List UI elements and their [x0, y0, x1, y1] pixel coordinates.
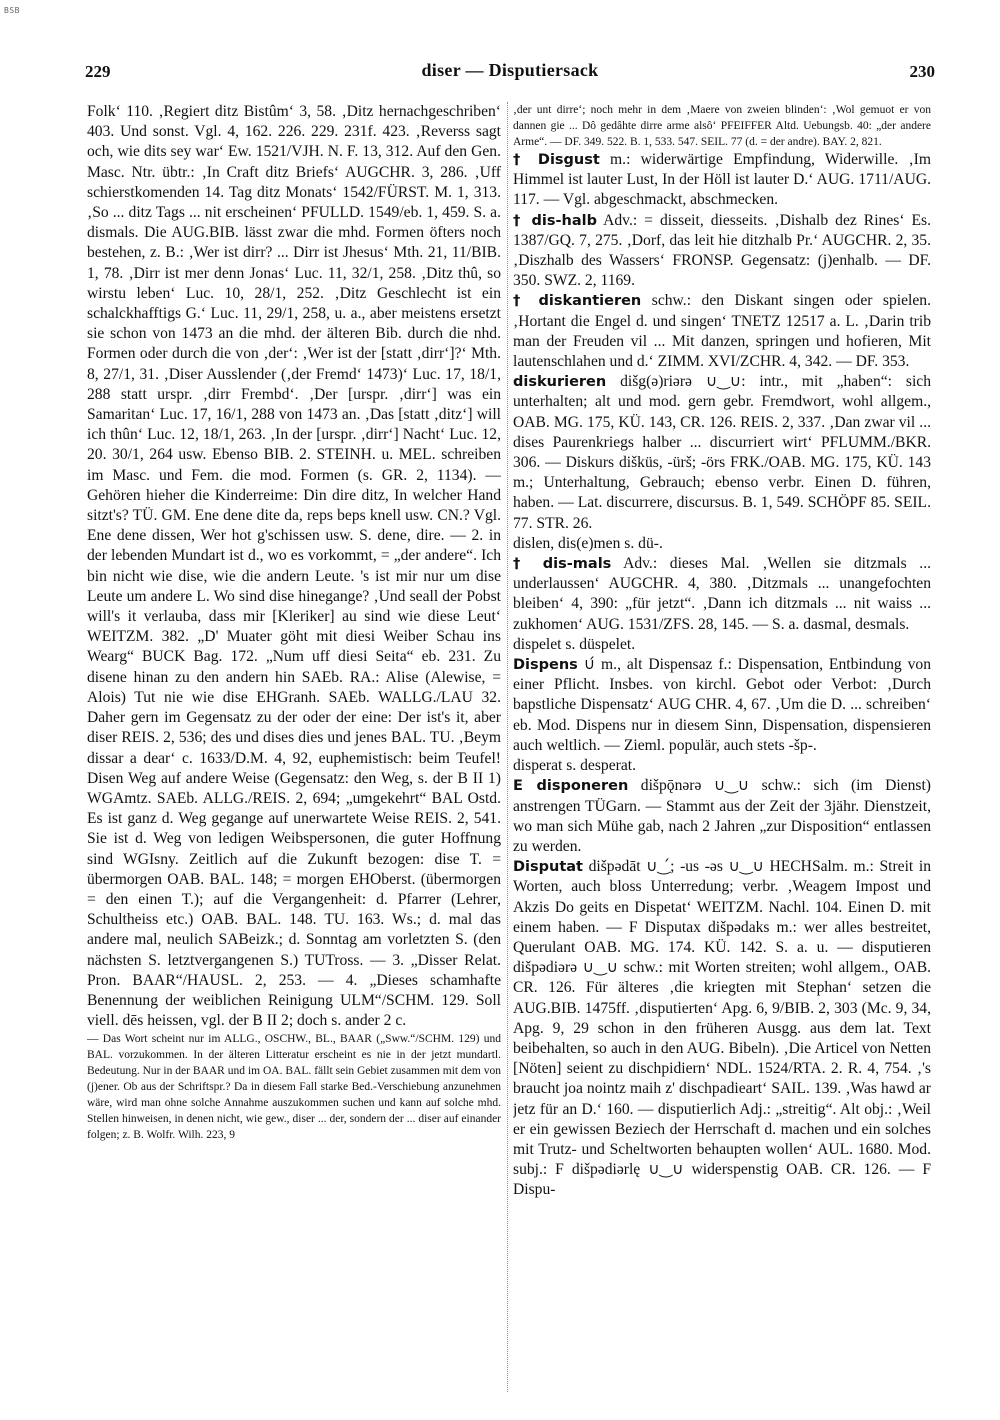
dictionary-entry	[513, 291, 931, 372]
column-divider	[507, 102, 508, 1392]
dictionary-entry	[513, 635, 931, 655]
dictionary-entry	[513, 211, 931, 292]
library-watermark: BSB	[4, 6, 20, 15]
entry-text: dišpədāt ∪‿́; -us -əs ∪‿∪ HECHSalm. m.: Streit in Worten, auch bloss Unterredung; verbr. ‚Weagem Impost und Akzis Do geits en Dispetat‘ WEITZM. Nachl. 104. Einen D. mit einem haben. — F Disputax dišpədaks m.: wer alles bestreitet, Querulant OAB. MG. 174. KÜ. 142. S. a. u. — disputieren dišpədiərə ∪‿∪ schw.: mit Worten streiten; wohl allgem., OAB. CR. 126. Für älteres ‚die kriegten mit Stephan‘ setzen die AUG.BIB. 1475ff. ‚disputierten‘ Apg. 6, 9/BIB. 2, 303 (Mc. 9, 34, Apg. 9, 29 schon in den früheren Ausgg. aus dem lat. Text beibehalten, so auch in den AUG. Bibeln). ‚Die Articel von Netten [Nöten] seient zu dischpidiern‘ NDL. 1524/RTA. 2. R. 4, 754. ‚'s braucht joa nointz maih z' dischpadieart‘ SAIL. 139. ‚Was hawd ar jetz für an D.‘ 160. — disputierlich Adj.: „streitig“. Alt obj.: ‚Weil er ein gewissen Beziech der Herrschaft d. machen und ein solches mit Trutz- und Scheltworten behaupten wollen‘ AUL. 1680. Mod. subj.: F dišpədiərlę ∪‿∪ widerspenstig OAB. CR. 126. — F Dispu-	[513, 858, 931, 1199]
dictionary-entry	[513, 150, 931, 211]
entry-headword: † Disgust	[513, 152, 600, 168]
entry-headword: † dis-halb	[513, 212, 597, 229]
entry-text: Adv.: dieses Mal. ‚Wellen sie ditzmals ... underlaussen‘ AUGCHR. 4, 380. ‚Ditzmals ... unangefochten bleiben‘ 4, 390: „für jetzt“. ‚Dann ich ditzmals ... nit waiss ... zukhomen‘ AUG. 1531/ZFS. 28, 145. — S. a. dasmal, desmals.	[513, 555, 931, 633]
column-footnote-text: — Das Wort scheint nur im ALLG., OSCHW., BL., BAAR („Sww.“/SCHM. 129) und BAL. vorzukommen. In der älteren Litteratur erscheint es nie in der jetzt mundartl. Bedeutung. Nur in der BAAR und im OA. BAL. fällt sein Gebiet zusammen mit dem von (j)ener. Ob aus der Schriftspr.? Da in diesem Fall starke Bed.-Verschiebung anzunehmen wäre, wird man ohne solche Annahme auszukommen suchen und kann auf solche mhd. Stellen hinweisen, in denen nicht, wie gew., diser ... der, sondern der ... diser auf einander folgen; z. B. Wolfr. Wilh. 223, 9	[87, 1033, 501, 1142]
entry-text: disperat s. desperat.	[513, 757, 636, 775]
entry-text: m.: widerwärtige Empfindung, Widerwille. ‚Im Himmel ist lauter Lust, In der Höll ist lauter D.‘ AUG. 1711/AUG. 117. — Vgl. abgeschmackt, abschmecken.	[513, 151, 931, 209]
column-text: Folk‘ 110. ‚Regiert ditz Bistûm‘ 3, 58. ‚Ditz hernachgeschriben‘ 403. Und sonst. Vgl. 4, 162. 226. 229. 231f. 423. ‚Reverss sagt och, wie dits sey war‘ Ew. 1521/VJH. N. F. 13, 312. Auf den Gen. Masc. Ntr. übtr.: ‚In Craft ditz Briefs‘ AUGCHR. 3, 286. ‚Uff schierstkomenden 14. Tag ditz Monats‘ 1542/FÜRST. M. 1, 313. ‚So ... ditz Tags ... nit erscheinen‘ PFULLD. 1549/eb. 1, 459. S. a. dismals. Die AUG.BIB. lässt zwar die mhd. Formen öfters noch bestehen, z. B.: ‚Wer ist dirr? ... Dirr ist Jhesus‘ Mth. 21, 11/BIB. 1, 78. ‚Dirr ist mer denn Jonas‘ Luc. 11, 32/1, 258. ‚Ditz thû, so wirstu leben‘ Luc. 10, 28/1, 252. ‚Ditz Geschlecht ist ein schalckhafftigs G.‘ Luc. 11, 29/1, 258, u. a., aber meistens ersetzt sie schon von 1473 an die mhd. der älteren Bib. durch die nhd. Formen oder durch die von ‚der‘: ‚Wer ist der [statt ‚dirr‘]?‘ Mth. 8, 27/1, 31. ‚Diser Ausslender (‚der Fremd‘ 1473)‘ Luc. 17, 18/1, 288 statt urspr. ‚dirr Frembd‘. ‚Der [urspr. ‚dirr‘] was ein Samaritan‘ Luc. 17, 16/1, 288 von 1473 an. ‚Das [statt ‚ditz‘] will ich thûn‘ Luc. 12, 18/1, 263. ‚In der [urspr. ‚dirr‘] Nacht‘ Luc. 12, 20. 30/1, 264 usw. Ebenso BIB. 2. STEINH. u. MEL. schreiben im Masc. und Fem. die mod. Formen (s. GR. 2, 1134). — Gehören hieher die Kinderreime: Din dire ditz, In welcher Hand sitzt's? TÜ. GM. Ene dene dite da, reps beps knell usw. CN.? Vgl. Ene dene dissen, Wer hot g'schissen usw. S. dene, dire. — 2. in der lebenden Mundart ist d., wo es vorkommt, = „der andere“. Ich bin nicht wie dise, wie die andern Leute. 's ist mir nur um dise Leute um andere L. Wo sind dise hinegange? ‚Und seall der Pobst will's it verlauba, dass mir [Kleriker] au sind wie diese Leut‘ WEITZM. 382. „D' Muater göht mit diesi Weiber Schau ins Wearg“ BUCK Bag. 172. „Num uff diesi Seita“ eb. 231. Zu disene hinan zu den andern hin SAEb. RA.: Alise (Alewise, = Alois) Tut nie wie dise EHGranh. SAEb. WALLG./LAU 32. Daher gern im Gegensatz zu der oder der eine: Der ist's it, aber diser REIS. 2, 536; des und dises dies und jenes BAL. TU. ‚Beym dissar a dear‘ c. 1633/D.M. 4, 92, euphemistisch: beim Teufel! Disen Weg auf andere Weise (Gegensatz: den Weg, s. der B II 1) WGAmtz. SAEb. ALLG./REIS. 2, 694; „umgekehrt“ BAL Ostd. Es ist ganz d. Weg gegange auf unerwartete Weise REIS. 2, 541. Sie ist d. Weg von ledigen Weibspersonen, die guter Hoffnung sind WGIsny. Zeitlich auf die Zukunft bezogen: dise T. = übermorgen OAB. BAL. 148; = morgen EHOberst. (übermorgen = den einen T.); auf die Vergangenheit: d. Pfarrer (Lehrer, Schultheiss etc.) OAB. BAL. 148. TU. 163. Ws.; d. mal das andere mal, neulich SABeizk.; d. Sonntag am vorletzten S. (den nächsten S. letztvergangenen S.) TUTross. — 3. „Disser Relat. Pron. BAAR“/HAUSL. 2, 253. — 4. „Dieses schamhafte Benennung der weiblichen Reinigung ULM“/SCHM. 129. Soll viell. dēs heissen, vgl. der B II 2; doch s. ander 2 c.	[87, 103, 501, 1030]
page-header	[85, 58, 935, 88]
dictionary-entry	[513, 102, 931, 150]
dictionary-entry	[513, 655, 931, 756]
entry-headword: Dispens	[513, 657, 578, 674]
entry-headword: E disponeren	[513, 778, 629, 795]
entry-headword: Disputat	[513, 859, 583, 876]
entry-text: ‚der unt dirre‘; noch mehr in dem ‚Maere von zweien blinden‘: ‚Wol gemuot er von dannen gie ... Dô gedâhte dirre arme alsô‘ PFEIFFER Altd. Uebungsb. 40: „der andere Arme“. — DF. 349. 522. B. 1, 533. 547. SEIL. 77 (d. = der andre). BAY. 2, 821.	[513, 104, 931, 148]
entry-text: dišpǭnərə ∪‿∪ schw.: sich (im Dienst) anstrengen TÜGarn. — Stammt aus der Zeit der 3jähr. Dienstzeit, wo man sich Mühe gab, nach 2 Jahren „zur Disposition“ entlassen zu werden.	[513, 777, 931, 855]
dictionary-entry	[513, 756, 931, 776]
page-number-left: 229	[85, 62, 111, 81]
entry-headword: diskurieren	[513, 374, 607, 391]
entry-headword: † diskantieren	[513, 293, 642, 310]
running-title: diser — Disputiersack	[421, 60, 599, 80]
entry-text: Adv.: = disseit, diesseits. ‚Dishalb dez Rines‘ Es. 1387/GQ. 7, 275. ‚Dorf, das leit hie ditzhalb Pr.‘ AUGCHR. 2, 35. ‚Diszhalb des Wassers‘ FRONSP. Gegensatz: (j)enhalb. — DF. 350. SWZ. 2, 1169.	[513, 211, 931, 290]
right-column	[513, 102, 931, 1392]
dictionary-entry	[513, 857, 931, 1200]
left-column	[87, 102, 501, 1392]
dictionary-entry	[513, 372, 931, 534]
entry-text: ∪́ m., alt Dispensaz f.: Dispensation, Entbindung von einer Pflicht. Insbes. von kirchl. Gebot oder Verbot: ‚Durch bapstliche Dispensatz‘ AUG CHR. 4, 67. ‚Um die D. ... schreiben‘ eb. Mod. Dispens nur in diesem Sinn, Dispensation, dispensieren auch weltlich. — Zieml. populär, auch stets -šp-.	[513, 656, 931, 754]
entry-text: dislen, dis(e)men s. dü-.	[513, 534, 663, 552]
entry-text: dispelet s. düspelet.	[513, 635, 636, 653]
page-number-right: 230	[909, 62, 935, 81]
entry-headword: † dis-mals	[513, 556, 612, 573]
dictionary-entry	[513, 534, 931, 554]
entry-text: dišg(ə)riərə ∪‿∪: intr., mit „haben“: sich unterhalten; alt und mod. gern gebr. Fremdwort, wohl allgem., OAB. MG. 175, KÜ. 143, CR. 126. REIS. 2, 337. ‚Dan zwar vil ... dises Paurenkriegs halber ... discurriert wirt‘ PFLUMM./BKR. 306. — Diskurs dišküs, -ürš; -örs FRK./OAB. MG. 175, KÜ. 143 m.; Unterhaltung, Gebrauch; ebenso verbr. Einen D. führen, haben. — Lat. discurrere, discursus. B. 1, 549. SCHÖPF 85. SEIL. 77. STR. 26.	[513, 373, 931, 532]
dictionary-entry	[513, 776, 931, 857]
entry-text: schw.: den Diskant singen oder spielen. ‚Hortant die Engel d. und singen‘ TNETZ 12517 a. L. ‚Darin trib man der Freuden vil ... Mit danzen, springen und hofieren, Mit lautenschlahen und d.‘ ZIMM. XVI/ZCHR. 4, 342. — DF. 353.	[513, 292, 931, 371]
dictionary-entry	[513, 554, 931, 635]
